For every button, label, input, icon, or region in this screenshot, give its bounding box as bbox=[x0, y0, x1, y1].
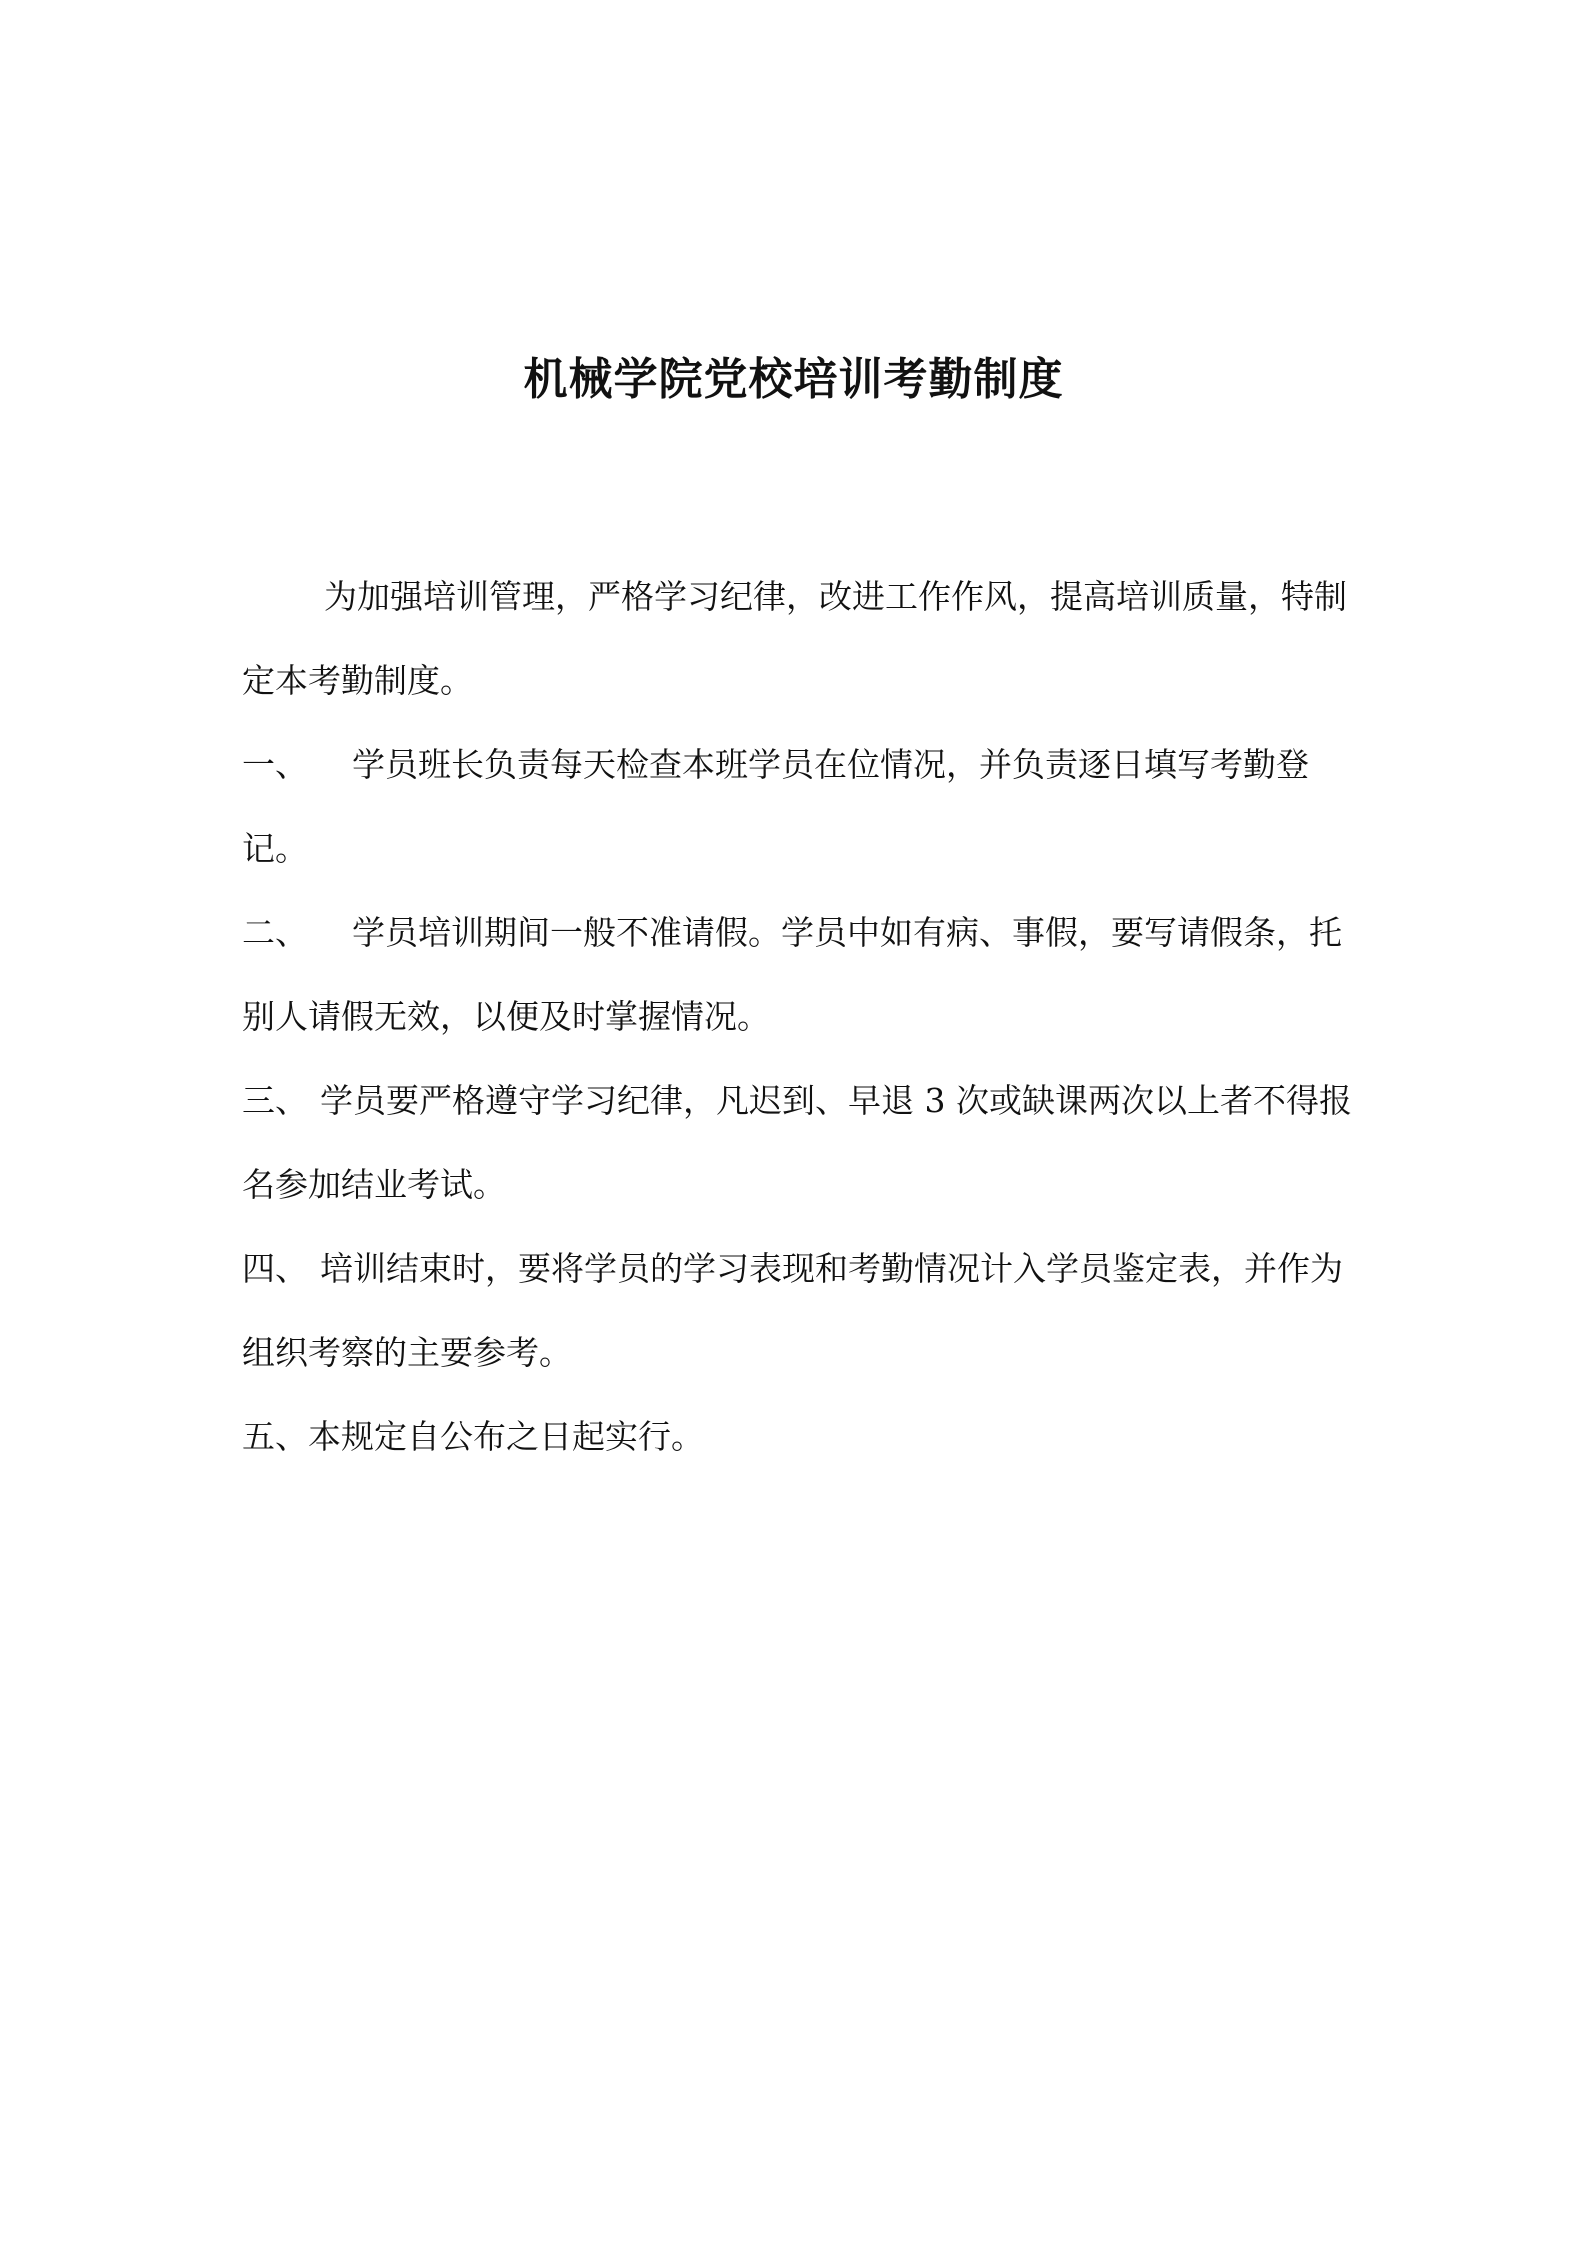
rule-number-5: 五、 bbox=[242, 1417, 308, 1456]
rule-item-4 bbox=[242, 1227, 1354, 1395]
rule-text-3: 学员要严格遵守学习纪律，凡迟到、早退 3 次或缺课两次以上者不得报名参加结业考试。 bbox=[242, 1081, 1352, 1204]
document-body bbox=[242, 555, 1354, 1479]
rule-item-3 bbox=[242, 1059, 1354, 1227]
rule-item-1 bbox=[242, 723, 1354, 891]
rule-text-2: 学员培训期间一般不准请假。学员中如有病、事假，要写请假条，托别人请假无效，以便及时掌握情况。 bbox=[242, 913, 1342, 1036]
intro-paragraph: 为加强培训管理，严格学习纪律，改进工作作风，提高培训质量，特制定本考勤制度。 bbox=[242, 577, 1347, 700]
rule-text-5: 本规定自公布之日起实行。 bbox=[308, 1417, 704, 1456]
rule-number-1: 一、 bbox=[242, 745, 308, 784]
rule-text-4: 培训结束时，要将学员的学习表现和考勤情况计入学员鉴定表，并作为组织考察的主要参考。 bbox=[242, 1249, 1343, 1372]
rule-number-3: 三、 bbox=[242, 1081, 308, 1120]
rule-text-1: 学员班长负责每天检查本班学员在位情况，并负责逐日填写考勤登记。 bbox=[242, 745, 1309, 868]
rule-number-4: 四、 bbox=[242, 1249, 308, 1288]
rule-item-2 bbox=[242, 891, 1354, 1059]
document-title: 机械学院党校培训考勤制度 bbox=[523, 354, 1064, 405]
rule-item-5 bbox=[242, 1395, 1354, 1479]
rule-number-2: 二、 bbox=[242, 913, 308, 952]
